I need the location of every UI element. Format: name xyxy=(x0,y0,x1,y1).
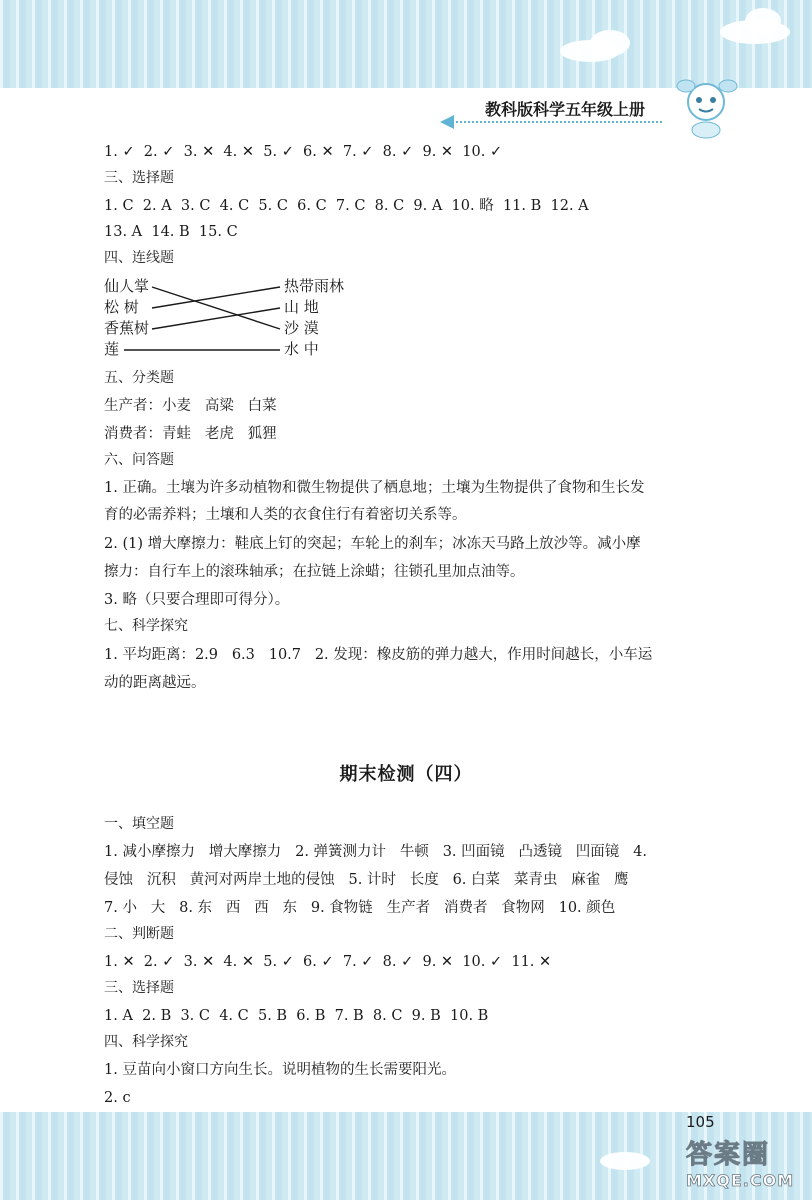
section-heading-matching: 四、连线题 xyxy=(104,250,174,266)
match-line xyxy=(152,308,280,329)
qa-line: 3. 略（只要合理即可得分）。 xyxy=(104,592,290,608)
qa-line: 育的必需养料；土壤和人类的衣食住行有着密切关系等。 xyxy=(104,507,467,523)
choice-answers-line: 13. A 14. B 15. C xyxy=(104,224,238,240)
qa-line: 擦力：自行车上的滚珠轴承；在拉链上涂蜡；往锁孔里加点油等。 xyxy=(104,564,525,580)
fill-answers-line: 7. 小 大 8. 东 西 西 东 9. 食物链 生产者 消费者 食物网 10. 颜色 xyxy=(104,900,616,916)
section-heading-explore: 四、科学探究 xyxy=(104,1034,188,1050)
book-title: 教科版科学五年级上册 xyxy=(485,100,646,119)
choice-answers-line: 1. A 2. B 3. C 4. C 5. B 6. B 7. B 8. C 9. B 10. B xyxy=(104,1008,489,1024)
watermark-url: MXQE.COM xyxy=(686,1171,795,1190)
page-number: 105 xyxy=(686,1113,715,1131)
consumers-line: 消费者：青蛙 老虎 狐狸 xyxy=(104,426,277,442)
watermark-text: 答案圈 xyxy=(686,1140,771,1170)
matching-lines xyxy=(0,0,812,400)
explore-line: 动的距离越远。 xyxy=(104,675,206,691)
qa-line: 1. 正确。土壤为许多动植物和微生物提供了栖息地；土壤为生物提供了食物和生长发 xyxy=(104,480,645,496)
explore-line: 2. c xyxy=(104,1090,131,1106)
match-left-item: 莲 xyxy=(104,340,120,358)
qa-line: 2. (1) 增大摩擦力：鞋底上钉的突起；车轮上的刹车；冰冻天马路上放沙等。减小摩 xyxy=(104,536,641,552)
match-line xyxy=(152,287,280,329)
match-left-item: 仙人掌 xyxy=(104,277,150,295)
section-heading-judge: 二、判断题 xyxy=(104,926,174,942)
section-heading-classify: 五、分类题 xyxy=(104,370,174,386)
fill-answers-line: 侵蚀 沉积 黄河对两岸土地的侵蚀 5. 计时 长度 6. 白菜 菜青虫 麻雀 鹰 xyxy=(104,872,629,888)
choice-answers-line: 1. C 2. A 3. C 4. C 5. C 6. C 7. C 8. C 9. A 10. 略 11. B 12. A xyxy=(104,198,589,214)
match-right-item: 热带雨林 xyxy=(284,277,345,295)
judge-answers-line: 1. ✕ 2. ✓ 3. ✕ 4. ✕ 5. ✓ 6. ✓ 7. ✓ 8. ✓ 9. ✕ 10. ✓ 11. ✕ xyxy=(104,954,552,970)
judgment-answers: 1. ✓ 2. ✓ 3. ✕ 4. ✕ 5. ✓ 6. ✕ 7. ✓ 8. ✓ 9. ✕ 10. ✓ xyxy=(104,144,503,160)
section-heading-qa: 六、问答题 xyxy=(104,452,174,468)
producers-line: 生产者：小麦 高粱 白菜 xyxy=(104,398,277,414)
explore-line: 1. 豆苗向小窗口方向生长。说明植物的生长需要阳光。 xyxy=(104,1062,456,1078)
exam-title: 期末检测（四） xyxy=(339,764,473,785)
watermark-logo xyxy=(686,1134,806,1196)
match-right-item: 水 中 xyxy=(284,340,319,358)
cloud-shape xyxy=(600,1152,650,1170)
match-right-item: 沙 漠 xyxy=(284,319,319,337)
match-left-item: 香蕉树 xyxy=(104,319,150,337)
match-line xyxy=(152,287,280,308)
section-heading-explore: 七、科学探究 xyxy=(104,618,188,634)
fill-answers-line: 1. 减小摩擦力 增大摩擦力 2. 弹簧测力计 牛顿 3. 凹面镜 凸透镜 凹面镜 4. xyxy=(104,844,647,860)
match-left-item: 松 树 xyxy=(104,298,139,316)
section-heading-choice: 三、选择题 xyxy=(104,980,174,996)
section-heading-fill: 一、填空题 xyxy=(104,816,174,832)
section-heading-choice: 三、选择题 xyxy=(104,170,174,186)
explore-line: 1. 平均距离：2.9 6.3 10.7 2. 发现：橡皮筋的弹力越大，作用时间越长，小车运 xyxy=(104,647,653,663)
match-right-item: 山 地 xyxy=(284,298,319,316)
